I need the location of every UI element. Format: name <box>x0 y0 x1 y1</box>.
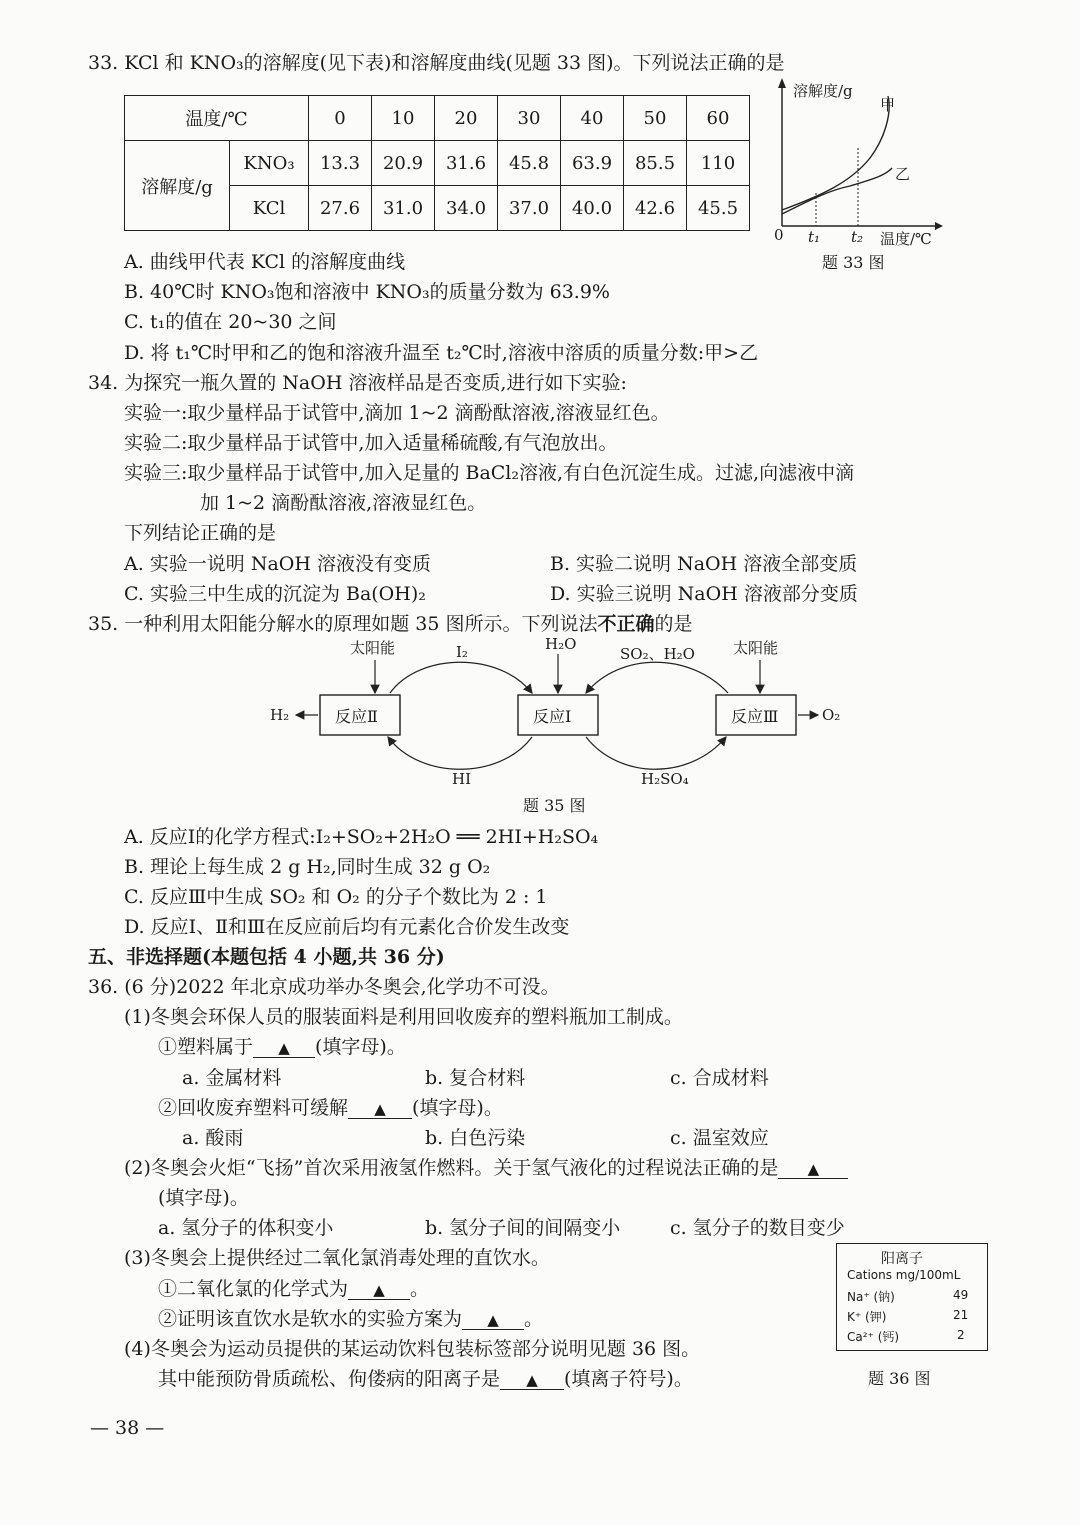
fig36-caption: 题 36 图 <box>868 1369 931 1388</box>
q33-stem: 33. KCl 和 KNO₃的溶解度(见下表)和溶解度曲线(见题 33 图)。下列说法正确的是 <box>88 52 785 74</box>
diagram-h2o: H₂O <box>545 635 577 653</box>
table-cell: 31.6 <box>435 141 498 186</box>
table-cell: 60 <box>687 96 750 141</box>
diagram-sun-right: 太阳能 <box>733 639 779 657</box>
table-cell: 30 <box>498 96 561 141</box>
q36-part3-2-text: ②证明该直饮水是软水的实验方案为 <box>158 1308 463 1330</box>
fig33-curve-yi-label: 乙 <box>895 165 911 183</box>
q36-part3-1-tail: 。 <box>410 1278 430 1300</box>
solubility-table <box>124 95 750 231</box>
q36-part2-text: (2)冬奥会火炬“飞扬”首次采用液氢作燃料。关于氢气液化的过程说法正确的是 <box>124 1157 779 1179</box>
table-cell: 50 <box>624 96 687 141</box>
q36-part3-1 <box>158 1274 429 1301</box>
label-ion: K⁺ (钾) <box>847 1310 887 1324</box>
diagram-sun-left: 太阳能 <box>350 639 396 657</box>
q33-option-a: A. 曲线甲代表 KCl 的溶解度曲线 <box>124 251 406 273</box>
q36-part1-1-opt-a: a. 金属材料 <box>182 1067 282 1089</box>
q35-stem-a: 35. 一种利用太阳能分解水的原理如题 35 图所示。下列说法 <box>88 613 598 635</box>
q35-option-b: B. 理论上每生成 2 g H₂,同时生成 32 g O₂ <box>124 856 491 878</box>
answer-blank[interactable]: ▲ <box>778 1160 848 1179</box>
q34-stem: 34. 为探究一瓶久置的 NaOH 溶液样品是否变质,进行如下实验: <box>88 372 627 394</box>
q36-part1-2 <box>158 1093 503 1120</box>
label-ion: Ca²⁺ (钙) <box>847 1330 900 1344</box>
table-cell: 20 <box>435 96 498 141</box>
label-subtitle: Cations mg/100mL <box>847 1268 961 1282</box>
q34-exp3b: 加 1~2 滴酚酞溶液,溶液显红色。 <box>200 492 487 514</box>
q36-part1-2-opt-c: c. 温室效应 <box>670 1127 769 1149</box>
curve-yi <box>782 168 892 214</box>
q36-part3-2 <box>158 1304 543 1331</box>
q36-part1-1-opt-c: c. 合成材料 <box>670 1067 769 1089</box>
q36-part3-1-text: ①二氧化氯的化学式为 <box>158 1278 349 1300</box>
q35-stem-bold: 不正确 <box>597 613 655 635</box>
section-5-heading: 五、非选择题(本题包括 4 小题,共 36 分) <box>88 946 445 968</box>
q36-part2-opt-a: a. 氢分子的体积变小 <box>158 1217 334 1239</box>
q35-option-d: D. 反应Ⅰ、Ⅱ和Ⅲ在反应前后均有元素化合价发生改变 <box>124 916 570 938</box>
table-cell: 40.0 <box>561 186 624 231</box>
hi-arc <box>388 737 532 769</box>
label-ion: Na⁺ (钠) <box>847 1290 895 1304</box>
q36-part2-opt-c: c. 氢分子的数目变少 <box>670 1217 845 1239</box>
q34-prompt: 下列结论正确的是 <box>124 522 277 544</box>
drink-label-box <box>836 1243 988 1351</box>
table-cell: 63.9 <box>561 141 624 186</box>
q36-part1-1 <box>158 1032 406 1059</box>
q35-option-c: C. 反应Ⅲ中生成 SO₂ 和 O₂ 的分子个数比为 2 : 1 <box>124 886 548 908</box>
q36-part2-opt-b: b. 氢分子间的间隔变小 <box>425 1217 621 1239</box>
x-axis-arrow <box>935 222 943 230</box>
q33-option-b: B. 40℃时 KNO₃饱和溶液中 KNO₃的质量分数为 63.9% <box>124 281 610 303</box>
q34-option-b: B. 实验二说明 NaOH 溶液全部变质 <box>550 553 858 575</box>
diagram-reaction-3: 反应Ⅲ <box>731 707 779 726</box>
table-cell: 85.5 <box>624 141 687 186</box>
q36-part1-1-text: ①塑料属于 <box>158 1036 254 1058</box>
fig33-t2: t₂ <box>851 228 864 246</box>
table-cell: 31.0 <box>372 186 435 231</box>
table-sol-label: 溶解度/g <box>125 141 230 231</box>
answer-blank[interactable]: ▲ <box>348 1281 410 1300</box>
q36-part3-2-tail: 。 <box>524 1308 544 1330</box>
q34-option-d: D. 实验三说明 NaOH 溶液部分变质 <box>550 583 858 605</box>
q36-part1: (1)冬奥会环保人员的服装面料是利用回收废弃的塑料瓶加工制成。 <box>124 1006 683 1028</box>
q36-part2-tail: (填字母)。 <box>158 1187 249 1209</box>
q34-exp1: 实验一:取少量样品于试管中,滴加 1~2 滴酚酞溶液,溶液显红色。 <box>124 402 670 424</box>
label-value: 49 <box>953 1288 969 1302</box>
table-row-name: KCl <box>230 186 309 231</box>
table-cell: 37.0 <box>498 186 561 231</box>
table-cell: 10 <box>372 96 435 141</box>
q35-option-a: A. 反应Ⅰ的化学方程式:I₂+SO₂+2H₂O ══ 2HI+H₂SO₄ <box>124 826 599 848</box>
so2-arc <box>586 662 728 693</box>
q35-stem-b: 的是 <box>654 613 693 635</box>
answer-blank[interactable]: ▲ <box>348 1100 412 1119</box>
table-cell: 110 <box>687 141 750 186</box>
fig33-curve-jia-label: 甲 <box>880 96 896 114</box>
q35-stem <box>88 609 693 636</box>
table-cell: 27.6 <box>309 186 372 231</box>
table-cell: 34.0 <box>435 186 498 231</box>
label-value: 21 <box>953 1308 969 1322</box>
table-cell: 13.3 <box>309 141 372 186</box>
diagram-so2-h2o: SO₂、H₂O <box>620 645 695 663</box>
y-axis-arrow <box>778 78 786 88</box>
q36-part1-2-opt-b: b. 白色污染 <box>425 1127 526 1149</box>
q36-part4-text: 其中能预防骨质疏松、佝偻病的阳离子是 <box>158 1368 501 1390</box>
q36-part3: (3)冬奥会上提供经过二氧化氯消毒处理的直饮水。 <box>124 1247 550 1269</box>
fig33-t1: t₁ <box>808 228 821 246</box>
q33-option-d: D. 将 t₁℃时甲和乙的饱和溶液升温至 t₂℃时,溶液中溶质的质量分数:甲>乙 <box>124 342 759 364</box>
q36-part4-question <box>158 1364 693 1391</box>
diagram-i2: I₂ <box>456 643 468 661</box>
diagram-reaction-2: 反应Ⅱ <box>335 707 378 726</box>
table-temp-header: 温度/℃ <box>125 96 309 141</box>
diagram-h2so4: H₂SO₄ <box>641 770 689 788</box>
label-value: 2 <box>957 1328 965 1342</box>
table-cell: 45.8 <box>498 141 561 186</box>
q34-option-c: C. 实验三中生成的沉淀为 Ba(OH)₂ <box>124 583 426 605</box>
q36-part4: (4)冬奥会为运动员提供的某运动饮料包装标签部分说明见题 36 图。 <box>124 1338 701 1360</box>
diagram-hi: HI <box>452 770 472 788</box>
q34-exp3a: 实验三:取少量样品于试管中,加入足量的 BaCl₂溶液,有白色沉淀生成。过滤,向滤液中滴 <box>124 462 855 484</box>
q36-part1-2-opt-a: a. 酸雨 <box>182 1127 244 1149</box>
q36-part1-1-opt-b: b. 复合材料 <box>425 1067 526 1089</box>
q36-stem: 36. (6 分)2022 年北京成功举办冬奥会,化学功不可没。 <box>88 976 560 998</box>
q36-part1-1-tail: (填字母)。 <box>315 1036 406 1058</box>
table-cell: 0 <box>309 96 372 141</box>
fig35-caption: 题 35 图 <box>523 796 586 815</box>
answer-blank[interactable]: ▲ <box>462 1311 524 1330</box>
table-row-name: KNO₃ <box>230 141 309 186</box>
q36-part4-tail: (填离子符号)。 <box>564 1368 693 1390</box>
page-number: — 38 — <box>90 1417 165 1439</box>
diagram-h2: H₂ <box>270 706 290 724</box>
i2-arc <box>390 662 532 693</box>
table-cell: 42.6 <box>624 186 687 231</box>
q36-part1-2-text: ②回收废弃塑料可缓解 <box>158 1097 349 1119</box>
table-cell: 45.5 <box>687 186 750 231</box>
diagram-reaction-1: 反应Ⅰ <box>533 707 572 726</box>
h2so4-arc <box>586 737 726 769</box>
q36-part2 <box>124 1153 848 1180</box>
curve-jia <box>782 96 889 210</box>
solubility-curve-figure <box>770 78 950 248</box>
q36-part1-2-tail: (填字母)。 <box>412 1097 503 1119</box>
q34-option-a: A. 实验一说明 NaOH 溶液没有变质 <box>124 553 431 575</box>
q33-option-c: C. t₁的值在 20~30 之间 <box>124 311 337 333</box>
fig33-xlabel: 温度/℃ <box>880 230 932 248</box>
fig33-origin: 0 <box>774 226 784 244</box>
label-title: 阳离子 <box>881 1251 923 1267</box>
table-cell: 20.9 <box>372 141 435 186</box>
answer-blank[interactable]: ▲ <box>500 1371 564 1390</box>
table-cell: 40 <box>561 96 624 141</box>
q34-exp2: 实验二:取少量样品于试管中,加入适量稀硫酸,有气泡放出。 <box>124 432 618 454</box>
diagram-o2: O₂ <box>822 706 841 724</box>
fig33-caption: 题 33 图 <box>822 253 885 272</box>
answer-blank[interactable]: ▲ <box>253 1039 315 1058</box>
fig33-ylabel: 溶解度/g <box>793 82 853 100</box>
